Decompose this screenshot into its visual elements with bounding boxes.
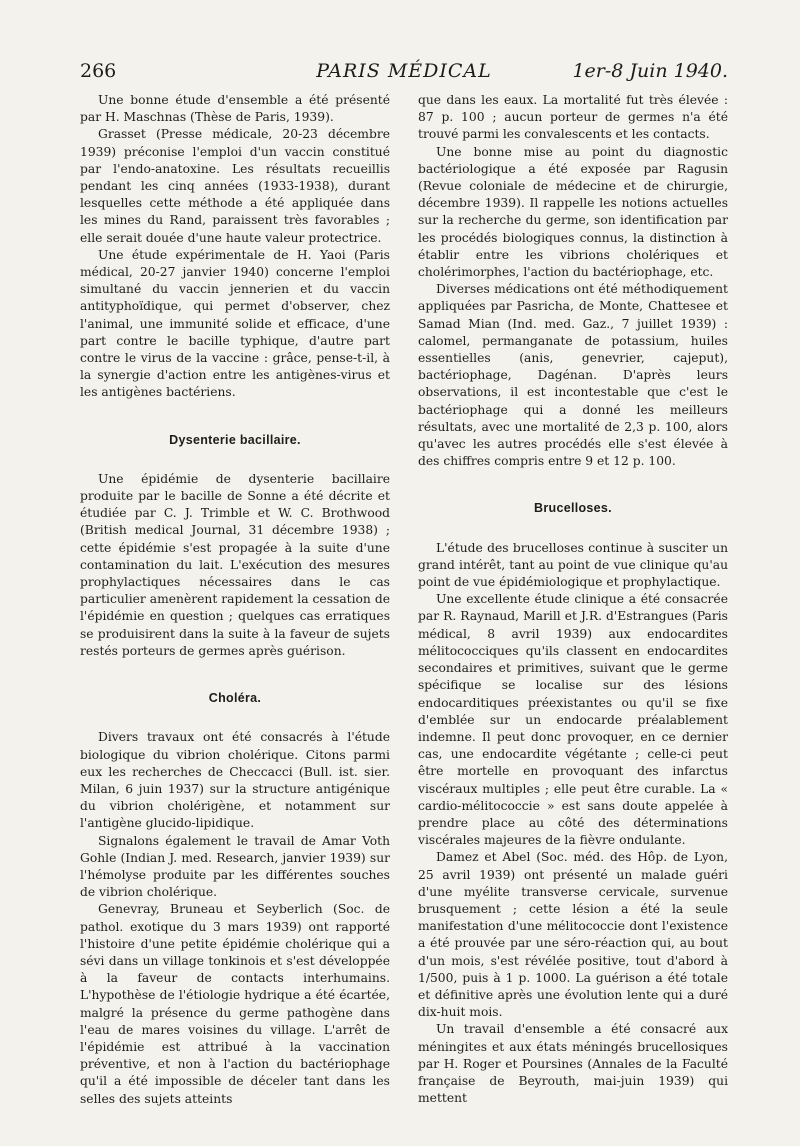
paragraph: Damez et Abel (Soc. méd. des Hôp. de Lyon, 25 avril 1939) ont présenté un malade guéri d'une myélite transverse cervicale, survenue brusquement ; cette lésion a été la seule manifestation d'une mélitococcie dont l'existence a été prouvée par une séro-réaction qui, au bout d'un mois, s'est révélée positive, tout d'abord à 1/500, puis à 1 p. 1000. La guérison a été totale et définitive après une évolution lente qui a duré dix-huit mois. (418, 850, 728, 1020)
issue-date: 1er-8 Juin 1940. (572, 60, 728, 82)
paragraph: L'étude des brucelloses continue à susciter un grand intérêt, tant au point de vue clinique qu'au point de vue épidémiologique et prophylactique. (418, 540, 728, 590)
section-heading-brucelloses: Brucelloses. (534, 501, 612, 516)
right-column (418, 92, 728, 1112)
paragraph: Signalons également le travail de Amar Voth Gohle (Indian J. med. Research, janvier 1939) sur l'hémolyse produite par les différentes souches de vibrion cholérique. (80, 833, 390, 900)
paragraph: Une étude expérimentale de H. Yaoi (Paris médical, 20-27 janvier 1940) concerne l'emploi simultané du vaccin jennerien et du vaccin antityphoïdique, qui permet d'observer, chez l'animal, une immunité solide et efficace, d'une part contre le bacille typhique, d'autre part contre le virus de la vaccine : grâce, pense-t-il, à la synergie d'action entre les antigènes-virus et les antigènes bactériens. (80, 247, 390, 400)
section-heading-dysenterie: Dysenterie bacillaire. (169, 432, 301, 447)
page-header (80, 58, 728, 88)
paragraph: Une bonne étude d'ensemble a été présenté par H. Maschnas (Thèse de Paris, 1939). (80, 93, 390, 125)
paragraph: Genevray, Bruneau et Seyberlich (Soc. de pathol. exotique du 3 mars 1939) ont rapporté l'histoire d'une petite épidémie cholérique qui a sévi dans un village tonkinois et s'est développée à la faveur de contacts interhumains. L'hypothèse de l'étiologie hydrique a été écartée, malgré la présence du germe pathogène dans l'eau de mares voisines du village. L'arrêt de l'épidémie est attribué à la vaccination préventive, et non à l'action du bactériophage qu'il a été impossible de déceler tant dans les selles des sujets atteints (80, 902, 390, 1106)
journal-title: PARIS MÉDICAL (316, 60, 492, 82)
paragraph: Une épidémie de dysenterie bacillaire produite par le bacille de Sonne a été décrite et étudiée par C. J. Trimble et W. C. Brothwood (British medical Journal, 31 décembre 1938) ; cette épidémie s'est propagée à la suite d'une contamination du lait. L'exécution des mesures prophylactiques nécessaires dans le cas particulier amenèrent rapidement la cessation de l'épidémie en question ; quelques cas erratiques se produisirent dans la suite à la faveur de sujets restés porteurs de germes après guérison. (80, 471, 390, 658)
page-number: 266 (80, 60, 117, 82)
paragraph: Un travail d'ensemble a été consacré aux méningites et aux états méningés brucellosiques par H. Roger et Poursines (Annales de la Faculté française de Beyrouth, mai-juin 1939) qui mettent (418, 1022, 728, 1106)
section-heading-cholera: Choléra. (208, 691, 262, 706)
paragraph: Une bonne mise au point du diagnostic bactériologique a été exposée par Ragusin (Revue coloniale de médecine et de chirurgie, décembre 1939). Il rappelle les notions actuelles sur la recherche du germe, son identification par les procédés biologiques connus, la distinction à établir entre les vibrions cholériques et cholérimorphes, l'action du bactériophage, etc. (418, 144, 728, 280)
paragraph: que dans les eaux. La mortalité fut très élevée : 87 p. 100 ; aucun porteur de germes n'a été trouvé parmi les convalescents et les contacts. (418, 93, 728, 142)
paragraph: Diverses médications ont été méthodiquement appliquées par Pasricha, de Monte, Chattesee et Samad Mian (Ind. med. Gaz., 7 juillet 1939) : calomel, permanganate de potassium, huiles essentielles (anis, genevrier, cajeput), bactériophage, Dagénan. D'après leurs observations, il est incontestable que c'est le bactériophage qui a donné les meilleurs résultats, avec une mortalité de 2,3 p. 100, alors qu'avec les autres procédés elle s'est élevée à des chiffres compris entre 9 et 12 p. 100. (418, 282, 728, 469)
paragraph: Une excellente étude clinique a été consacrée par R. Raynaud, Marill et J.R. d'Estrangues (Paris médical, 8 avril 1939) aux endocardites mélitococciques qu'ils classent en endocardites secondaires et primitives, suivant que le germe spécifique se localise sur des lésions endocarditiques préexistantes ou qu'il se fixe d'emblée sur un endocarde préalablement indemne. Il peut donc provoquer, en ce dernier cas, une endocardite végétante ; celle-ci peut être mortelle en provoquant des infarctus viscéraux multiples ; elle peut être curable. La « cardio-mélitococcie » est sans doute appelée à prendre place au côté des déterminations viscérales majeures de la fièvre ondulante. (418, 592, 728, 848)
paragraph: Divers travaux ont été consacrés à l'étude biologique du vibrion cholérique. Citons parmi eux les recherches de Checcacci (Bull. ist. sier. Milan, 6 juin 1937) sur la structure antigénique du vibrion cholérigène, et notamment sur l'antigène glucido-lipidique. (80, 730, 390, 831)
left-column (80, 92, 390, 1112)
paragraph: Grasset (Presse médicale, 20-23 décembre 1939) préconise l'emploi d'un vaccin constitué par l'endo-anatoxine. Les résultats recueillis pendant les cinq années (1933-1938), durant lesquelles cette méthode a été appliquée dans les mines du Rand, paraissent très favorables ; elle serait douée d'une haute valeur protectrice. (80, 127, 390, 245)
